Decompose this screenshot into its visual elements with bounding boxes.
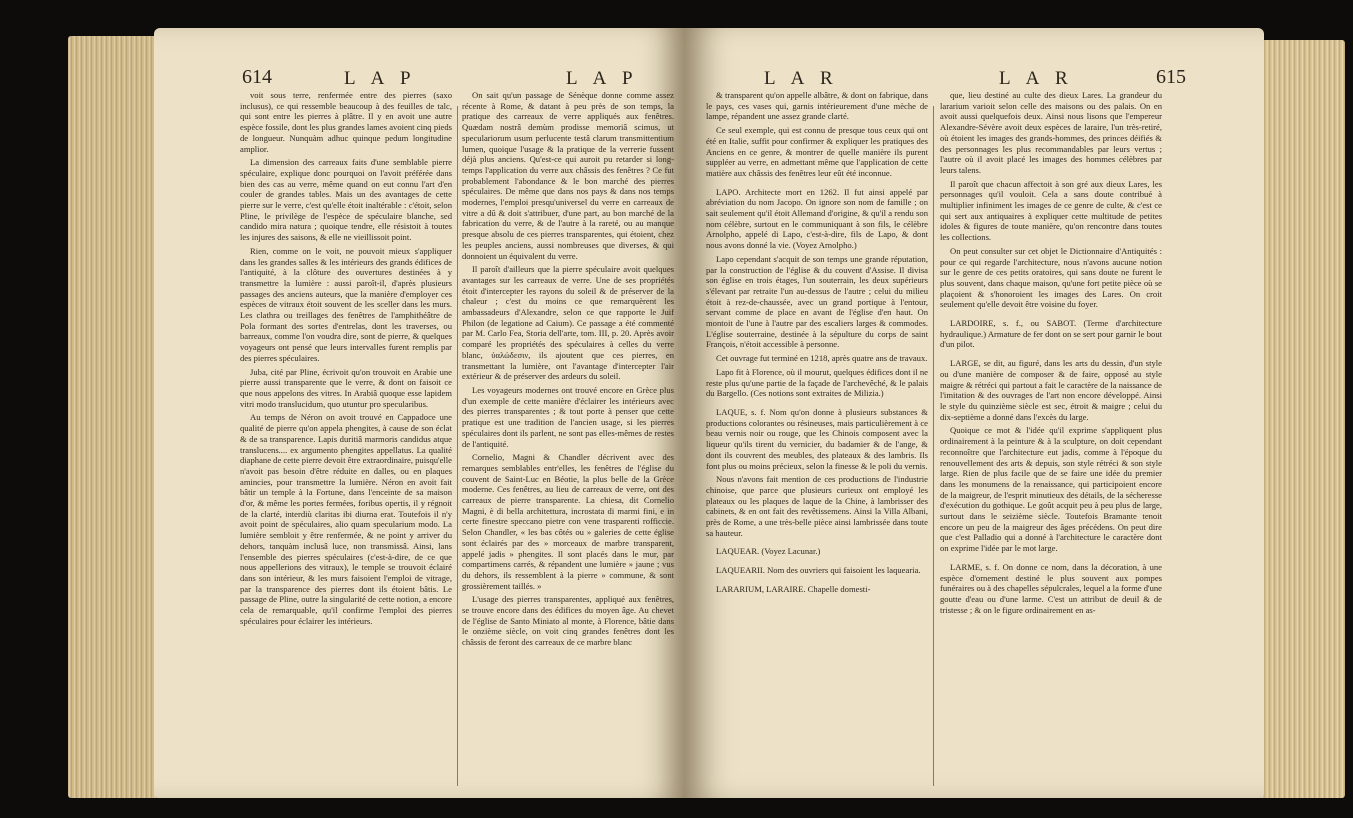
paragraph: Quoique ce mot & l'idée qu'il exprime s'appliquent plus ordinairement à la peinture & à la sculpture, on doit cependant reconnoître que l'architecture eut jadis, comme à l'époque du renouvellement des arts & depuis, son style rétréci & son style large. Rien de plus facile que de se faire une idée du premier dans les monumens de la renaissance, qui participoient encore de la maigreur, de l'esprit minutieux des détails, de la sécheresse d'exécution du gothique. Le goût acquit peu à peu plus de large, surtout dans le seizième siècle. Toutefois Bramante tenoit encore un peu de la maigreur des âges précédens. On peut dire que c'est Palladio qui a donné à l'architecture le caractère dont on exprime l'idée par le mot large. — [940, 425, 1162, 554]
right-page-column-2 — [940, 90, 1162, 790]
paragraph: Cet ouvrage fut terminé en 1218, après quatre ans de travaux. — [716, 353, 928, 364]
paragraph: LAQUE, s. f. Nom qu'on donne à plusieurs substances & productions colorantes ou résineuses, mais particulièrement à ce beau vernis noir ou rouge, que les Chinois composent avec la liqueur qu'ils tirent du vernicier, du badamier & de l'ange, & dont ils couvrent des meubles, des plateaux & des lambris. Ils font plus ou moins précieux, selon la finesse & le poli du vernis. — [706, 406, 928, 471]
paragraph: voit sous terre, renfermée entre des pierres (saxo inclusus), ce qui ressemble beaucoup à des feuilles de talc, qui sont entre les pierres à plâtre. Il y en avoit une autre espèce fossile, dont les plus grandes lames avoient cinq pieds de longueur. Nunquàm adhuc quinque pedum longitudine amplior. — [240, 90, 452, 154]
open-book — [6, 6, 1347, 812]
paragraph: L'usage des pierres transparentes, appliqué aux fenêtres, se trouve encore dans des édifices du moyen âge. Au chevet de l'église de Santo Miniato al monte, à Florence, bâtie dans le onzième siècle, on voit cinq grandes fenêtres dont les châssis de feront des carreaux de ce marbre blanc — [462, 594, 674, 648]
right-page-edges — [1261, 40, 1345, 798]
paragraph: LAQUEAR. (Voyez Lacunar.) — [716, 546, 821, 557]
left-page — [154, 28, 684, 798]
paragraph: LAPO. Architecte mort en 1262. Il fut ainsi appelé par abréviation du nom Jacopo. On ignore son nom de famille ; on sait seulement qu'il étoit Allemand d'origine, & qu'il a rendu son nom célèbre, surtout en le communiquant à son fils, le célèbre Arnolpho, appelé di Lapo, c'est-à-dire, fils de Lapo, & dont nous avons donné la vie. (Voyez Arnolpho.) — [706, 186, 928, 251]
page-number: 615 — [1156, 66, 1186, 88]
running-header-left: L A P — [344, 68, 417, 89]
left-page-column-2 — [462, 90, 674, 790]
paragraph: LARGE, se dit, au figuré, dans les arts du dessin, d'un style ou d'une manière de composer & de faire, opposé au style maigre & rétréci qui partout a fait le caractère de la naissance de l'imitation & des ouvrages de l'art non encore développé. Ainsi le style du quinzième siècle est sec, étroit & maigre ; celui du dix-septième a donné dans l'excès du large. — [940, 358, 1162, 422]
column-rule — [933, 106, 934, 786]
paragraph: Rien, comme on le voit, ne pouvoit mieux s'appliquer dans les grandes salles & les intérieurs des grands édifices de l'antiquité, à la clôture des ouvertures destinées à y transmettre la lumière : aussi paroît-il, d'après plusieurs passages des anciens auteurs, que la manière d'employer ces espèces de vitraux étoit souvent de les sceller dans les murs. Les clathra ou treillages des fenêtres de l'amphithéâtre de Pola formant des sortes d'entrelas, dont les traverses, ou barreaux, comme l'on voudra dire, sont de pierre, & quelques voyageurs ont pensé que leurs intervalles furent remplis par des pierres spéculaires. — [240, 245, 452, 363]
running-header-left: L A R — [764, 68, 839, 89]
running-header-right: L A P — [566, 68, 639, 89]
column-rule — [457, 106, 458, 786]
right-page — [684, 28, 1264, 798]
paragraph: La dimension des carreaux faits d'une semblable pierre spéculaire, explique donc pourquoi on l'avoit préférée dans bien des cas au verre, même quand on eut connu l'art d'en couler de grandes tables. Mais un des avantages de cette pierre sur le verre, c'est qu'elle étoit inaltérable : c'étoit, selon Pline, le privilège de l'espèce de spéculaire blanche, sed candido mira natura ; quoique tendre, elle résistoit à toutes les injures des saisons, & elle ne vieillissoit point. — [240, 157, 452, 243]
paragraph: Juba, cité par Pline, écrivoit qu'on trouvoit en Arabie une pierre aussi transparente que le verre, & dont on faisoit ce que nous appelons des vitres. In Arabiâ quoque esse lapidem vitri modo translucidum, quo utuntur pro specularibus. — [240, 366, 452, 409]
right-page-column-1 — [706, 90, 928, 790]
paragraph: & transparent qu'on appelle albâtre, & dont on fabrique, dans le pays, ces vases qui, garnis intérieurement d'une mèche de lampe, répandent une assez grande clarté. — [706, 90, 928, 122]
paragraph: LARARIUM, LARAIRE. Chapelle domesti- — [716, 583, 871, 594]
paragraph: Les voyageurs modernes ont trouvé encore en Grèce plus d'un exemple de cette manière d'éclairer les intérieurs avec des pierres transparentes ; & tout porte à penser que cette pratique est une tradition de l'ancien usage, si les pierres spéculaires dont ils parlent, ne sont pas elles-mêmes de restes de l'antiquité. — [462, 384, 674, 449]
paragraph: Cornelio, Magni & Chandler décrivent avec des remarques semblables entr'elles, les fenêtres de l'église du couvent de Saint-Luc en Béotie, la plus belle de la Grèce moderne. Ces fenêtres, au lieu de carreaux de verre, ont des carreaux de pierre transparente. La chiesa, dit Cornelio Magni, è di bella architettura, incrostata di marmi fini, e in certe finestre speccano pietre con vene trasparenti rofficcie. Selon Chandler, « les bas côtés ou » galeries de cette église sont éclairés par des » morceaux de marbre transparent, appelé jadis » phengites. Il sont placés dans le mur, par compartimens carrés, & répandent une lumière » jaune ; vus du dehors, ils ressemblent à la pierre » commune, & sont grossièrement taillés. » — [462, 452, 674, 591]
paragraph: Lapo cependant s'acquit de son temps une grande réputation, par la construction de l'église & du couvent d'Assise. Il divisa son église en trois étages, l'un souterrain, les deux supérieurs s'élevant par retraite l'un au-dessus de l'autre ; celui du milieu étoit à rez-de-chaussée, avec un grand portique à l'entour, servant comme de place en avant de l'église d'en haut. On montoit de l'une à l'autre par des escaliers larges & commodes. L'église souterraine, destinée à la sépulture du corps de saint François, n'étoit accessible à personne. — [706, 253, 928, 350]
paragraph: que, lieu destiné au culte des dieux Lares. La grandeur du lararium varioit selon celle des maisons ou des palais. On en avoit aussi quelquefois deux. Ainsi nous lisons que l'empereur Alexandre-Sévère avoit deux espèces de laraire, l'un très-retiré, où étoient les images des grands-hommes, des princes déifiés & des personnages les plus recommandables par leurs vertus ; l'autre où il avoit placé les images des hommes célèbres par leurs talens. — [940, 90, 1162, 175]
paragraph: Nous n'avons fait mention de ces productions de l'industrie chinoise, que parce que plusieurs curieux ont employé les plateaux ou les plaques de laque de la Chine, à lambrisser des cabinets, & en ont fait des revêtissemens. Ainsi la Villa Albani, près de Rome, a une très-belle pièce ainsi lambrissée dans toute sa hauteur. — [706, 474, 928, 538]
paragraph: LARDOIRE, s. f., ou SABOT. (Terme d'architecture hydraulique.) Armature de fer dont on se sert pour garnir le bout d'un pilot. — [940, 318, 1162, 350]
page-number: 614 — [242, 66, 272, 88]
paragraph: LAQUEARII. Nom des ouvriers qui faisoient les laquearia. — [716, 565, 921, 576]
left-page-edges — [68, 36, 160, 798]
paragraph: Ce seul exemple, qui est connu de presque tous ceux qui ont été en Italie, suffit pour confirmer & expliquer les pratiques des Anciens en ce genre, & montrer de quelle manière ils purent suppléer au verre, en admettant même que l'application de cette matière aux châssis des fenêtres leur eût été inconnue. — [706, 125, 928, 178]
left-page-column-1 — [240, 90, 452, 790]
running-header-right: L A R — [999, 68, 1074, 89]
paragraph: Il paroît que chacun affectoit à son gré aux dieux Lares, les personnages qu'il vouloit. Cela a sans doute contribué à multiplier infiniment les images de ce genre de culte, & c'est ce qui sert aux antiquaires à expliquer cette multitude de petites idoles & figures de toute manière, qu'on rencontre dans toutes les collections. — [940, 178, 1162, 243]
paragraph: LARME, s. f. On donne ce nom, dans la décoration, à une espèce d'ornement destiné le plus souvent aux pompes funéraires ou à des chapelles sépulcrales, lequel a la forme d'une goutte d'eau ou d'une larme. C'est un attribut de deuil & de tristesse ; & on le figure ordinairement en as- — [940, 561, 1162, 615]
paragraph: On peut consulter sur cet objet le Dictionnaire d'Antiquités : pour ce qui regarde l'architecture, nous n'avons aucune notion sur le genre de ces petits oratoires, qui sans doute ne furent le plus souvent, dans chaque maison, qu'une fort petite pièce où se plaçoient & s'honoroient les images des Lares. On croit seulement qu'elle devoit être voisine du foyer. — [940, 245, 1162, 310]
paragraph: On sait qu'un passage de Sénèque donne comme assez récente à Rome, & datant à peu près de son temps, la pratique des carreaux de verre appliqués aux fenêtres. Quædam nostrâ demùm prodisse memoriâ scimus, ut speculariorum usum perlucente testâ clarum transmittentium lumen, quoique l'usage & la pratique de la verrerie fussent déjà plus anciens. Qu'est-ce qui auroit pu retarder si long-temps l'application du verre aux châssis des fenêtres ? Ce fut probablement l'abondance & le bon marché des pierres spéculaires. De même que dans nos pays & dans nos temps modernes, l'emploi presqu'universel du verre en carreaux de vitre a dû & doit s'attribuer, d'une part, au bon marché de la fabrication du verre, & de l'autre à la rareté, ou au manque presque absolu de ces pierres transparentes, qui étoient, chez les peuples anciens, aussi nombreuses que diverses, & qui donnoient un équivalent du verre. — [462, 90, 674, 261]
paragraph: Au temps de Néron on avoit trouvé en Cappadoce une qualité de pierre qu'on appela phengites, à cause de son éclat & de sa transparence. Lapis duritiâ marmoris candidus atque translucens.... ex argumento phengites appellatus. La qualité diaphane de cette pierre devoit être extraordinaire, puisqu'elle n'avoit pas besoin d'être réduite en dalles, ou en plaques amincies, pour transmettre la lumière. Néron en avoit fait bâtir un temple à la Fortune, dans l'enceinte de sa maison d'or, & même les portes fermées, foribus opertis, il y régnoit de la clarté, interdiù claritas ibi diurna erat. Toutefois il n'y avoit point de spéculaires, alio quam specularium modo. La lumière sembloit y être renfermée, & ne point y arriver du dehors, tanquàm inclusâ luce, non transmissâ. Ainsi, lans l'ensemble des pierres spéculaires (c'est-à-dire, de ce que nous appellerions des vitraux), le temple se trouvoit éclairé dans son intérieur, & les murs faisoient l'emploi de vitrage, par la transparence des pierres dont ils étoient bâtis. Le passage de Pline, outre la singularité de cette notion, a encore cela de remarquable, qu'il confirme l'emploi des pierres spéculaires pour éclairer les intérieurs. — [240, 412, 452, 626]
paragraph: Lapo fit à Florence, où il mourut, quelques édifices dont il ne reste plus qu'une partie de la façade de l'archevêché, & le palais du Bargello. (Ces notions sont extraites de Milizia.) — [706, 366, 928, 399]
paragraph: Il paroît d'ailleurs que la pierre spéculaire avoit quelques avantages sur les carreaux de verre. Une de ses propriétés étoit d'intercepter les rayons du soleil & de préserver de la chaleur ; c'est du moins ce que remarquèrent les ambassadeurs d'Alexandre, selon ce que rapporte le Juif Philon (de legatione ad Caium). Ce passage a été commenté par M. Carlo Fea, Storia dell'arte, tom. III, p. 20. Après avoir comparé les propriétés des spéculaires à celles du verre blanc, ὑαλώδεσιν, ils ajoutent que ces pierres, en transmettant la lumière, ont l'avantage d'intercepter l'air extérieur & de préserver des ardeurs du soleil. — [462, 264, 674, 382]
